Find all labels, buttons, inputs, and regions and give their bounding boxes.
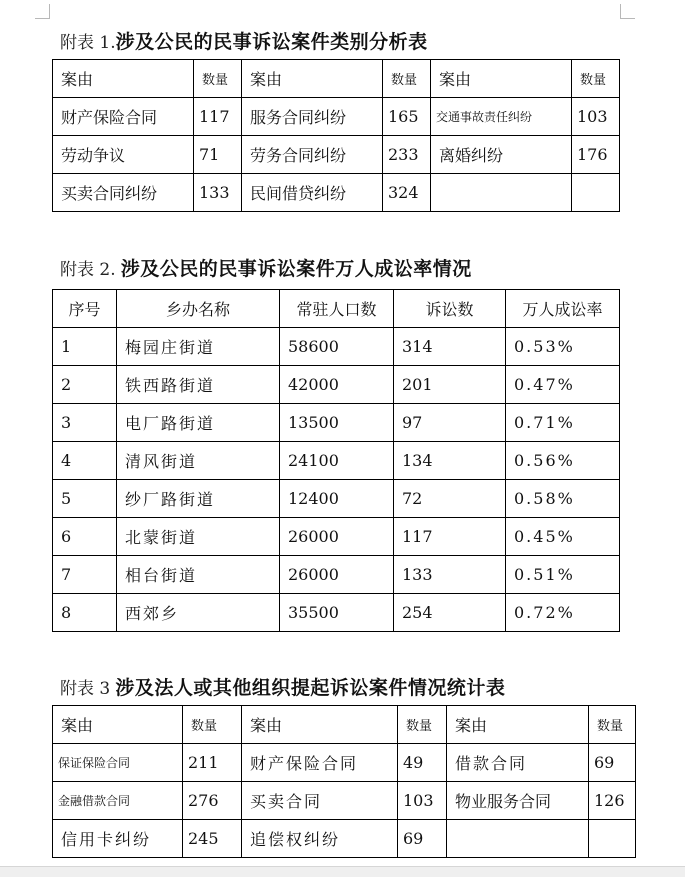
table3-cause-cell: 物业服务合同 [447, 782, 589, 820]
table1-count-cell: 71 [194, 136, 242, 174]
table3-count-cell: 211 [183, 744, 242, 782]
table1-header-cause-3: 案由 [431, 60, 572, 98]
table3-count-cell: 103 [398, 782, 447, 820]
table3-cause-cell: 财产保险合同 [242, 744, 398, 782]
table1-caption [60, 30, 428, 55]
table2-name-cell: 西郊乡 [117, 594, 280, 632]
table-row [53, 404, 620, 442]
table2-prefix: 附表 2. [60, 260, 116, 280]
table1-cause-cell: 民间借贷纠纷 [242, 174, 383, 212]
table1-cause-cell: 离婚纠纷 [431, 136, 572, 174]
table2-title: 涉及公民的民事诉讼案件万人成讼率情况 [120, 258, 472, 280]
table2-name-cell: 清风街道 [117, 442, 280, 480]
table2-rate-cell: 0.51% [506, 556, 620, 594]
table1-count-cell: 324 [383, 174, 431, 212]
table1-cause-cell: 服务合同纠纷 [242, 98, 383, 136]
table3-count-cell: 69 [398, 820, 447, 858]
table1-count-cell: 103 [572, 98, 620, 136]
table2-population-cell: 42000 [280, 366, 394, 404]
table3-cause-cell: 买卖合同 [242, 782, 398, 820]
page-corner-mark-right [620, 4, 635, 19]
table2-population-cell: 13500 [280, 404, 394, 442]
table2-index-cell: 6 [53, 518, 117, 556]
table2-index-cell: 3 [53, 404, 117, 442]
table1-count-cell: 176 [572, 136, 620, 174]
table2-name-cell: 梅园庄街道 [117, 328, 280, 366]
table1-cause-cell: 交通事故责任纠纷 [431, 98, 572, 136]
table3-header-cause-3: 案由 [447, 706, 589, 744]
table1-count-cell: 233 [383, 136, 431, 174]
table2-name-cell: 铁西路街道 [117, 366, 280, 404]
table2-rate-cell: 0.56% [506, 442, 620, 480]
table3-count-cell: 69 [589, 744, 636, 782]
table3-count-cell [589, 820, 636, 858]
table2-name-cell: 纱厂路街道 [117, 480, 280, 518]
table-row [53, 98, 620, 136]
table3-header-row [53, 706, 636, 744]
table1-cause-cell [431, 174, 572, 212]
table2-header-rate: 万人成讼率 [506, 290, 620, 328]
table2-index-cell: 5 [53, 480, 117, 518]
table2-rate-cell: 0.45% [506, 518, 620, 556]
table3-count-cell: 276 [183, 782, 242, 820]
page-bottom-strip [0, 866, 685, 877]
table2-name-cell: 电厂路街道 [117, 404, 280, 442]
table2-cases-cell: 133 [394, 556, 506, 594]
table-row [53, 442, 620, 480]
table2-header-name: 乡办名称 [117, 290, 280, 328]
table-row [53, 594, 620, 632]
table-row [53, 480, 620, 518]
table-row [53, 782, 636, 820]
table3-cause-cell: 保证保险合同 [53, 744, 183, 782]
table1-prefix: 附表 1. [60, 33, 116, 53]
table3-cause-cell: 借款合同 [447, 744, 589, 782]
table2-index-cell: 1 [53, 328, 117, 366]
table2-header-row [53, 290, 620, 328]
table-row [53, 366, 620, 404]
table1-cause-cell: 劳动争议 [53, 136, 194, 174]
table1-count-cell: 117 [194, 98, 242, 136]
table1-count-cell: 165 [383, 98, 431, 136]
table2-cases-cell: 254 [394, 594, 506, 632]
table2-index-cell: 4 [53, 442, 117, 480]
table2-population-cell: 58600 [280, 328, 394, 366]
table1-cause-cell: 劳务合同纠纷 [242, 136, 383, 174]
table2-cases-cell: 117 [394, 518, 506, 556]
table1-title: 涉及公民的民事诉讼案件类别分析表 [115, 31, 428, 53]
table3-cause-cell: 追偿权纠纷 [242, 820, 398, 858]
table2-rate-cell: 0.58% [506, 480, 620, 518]
table-row [53, 744, 636, 782]
table1-cause-cell: 财产保险合同 [53, 98, 194, 136]
table3-header-count-1: 数量 [183, 706, 242, 744]
table-row [53, 556, 620, 594]
table3-cause-cell: 金融借款合同 [53, 782, 183, 820]
table2-population-cell: 35500 [280, 594, 394, 632]
table-row [53, 820, 636, 858]
table3-count-cell: 49 [398, 744, 447, 782]
table2-cases-cell: 97 [394, 404, 506, 442]
table2-header-cases: 诉讼数 [394, 290, 506, 328]
table1-header-count-3: 数量 [572, 60, 620, 98]
table2-cases-cell: 314 [394, 328, 506, 366]
table3-cause-cell [447, 820, 589, 858]
table2-cases-cell: 201 [394, 366, 506, 404]
table-row [53, 518, 620, 556]
table3-prefix: 附表 3 [60, 679, 111, 699]
table1-count-cell [572, 174, 620, 212]
table1-header-cause-2: 案由 [242, 60, 383, 98]
table2-caption [60, 257, 472, 282]
table2-name-cell: 北蒙街道 [117, 518, 280, 556]
table2-population-cell: 24100 [280, 442, 394, 480]
table2-rate-cell: 0.47% [506, 366, 620, 404]
table3 [52, 705, 636, 858]
table2-population-cell: 12400 [280, 480, 394, 518]
page-corner-mark-left [35, 4, 50, 19]
table1-header-row [53, 60, 620, 98]
table1-header-count-1: 数量 [194, 60, 242, 98]
table3-count-cell: 126 [589, 782, 636, 820]
table3-count-cell: 245 [183, 820, 242, 858]
table3-header-cause-2: 案由 [242, 706, 398, 744]
table2-index-cell: 2 [53, 366, 117, 404]
table2-index-cell: 8 [53, 594, 117, 632]
table2-rate-cell: 0.71% [506, 404, 620, 442]
table2 [52, 289, 620, 632]
table2-index-cell: 7 [53, 556, 117, 594]
table1 [52, 59, 620, 212]
table2-header-index: 序号 [53, 290, 117, 328]
table2-header-population: 常驻人口数 [280, 290, 394, 328]
table2-rate-cell: 0.53% [506, 328, 620, 366]
table3-header-count-3: 数量 [589, 706, 636, 744]
table2-cases-cell: 134 [394, 442, 506, 480]
table3-title: 涉及法人或其他组织提起诉讼案件情况统计表 [115, 677, 506, 699]
table-row [53, 174, 620, 212]
table3-header-cause-1: 案由 [53, 706, 183, 744]
table1-count-cell: 133 [194, 174, 242, 212]
table3-caption [60, 676, 505, 701]
table1-header-count-2: 数量 [383, 60, 431, 98]
table1-cause-cell: 买卖合同纠纷 [53, 174, 194, 212]
table3-header-count-2: 数量 [398, 706, 447, 744]
table2-name-cell: 相台街道 [117, 556, 280, 594]
table2-cases-cell: 72 [394, 480, 506, 518]
table2-rate-cell: 0.72% [506, 594, 620, 632]
table1-header-cause-1: 案由 [53, 60, 194, 98]
table-row [53, 328, 620, 366]
table2-population-cell: 26000 [280, 556, 394, 594]
table3-cause-cell: 信用卡纠纷 [53, 820, 183, 858]
table2-population-cell: 26000 [280, 518, 394, 556]
table-row [53, 136, 620, 174]
